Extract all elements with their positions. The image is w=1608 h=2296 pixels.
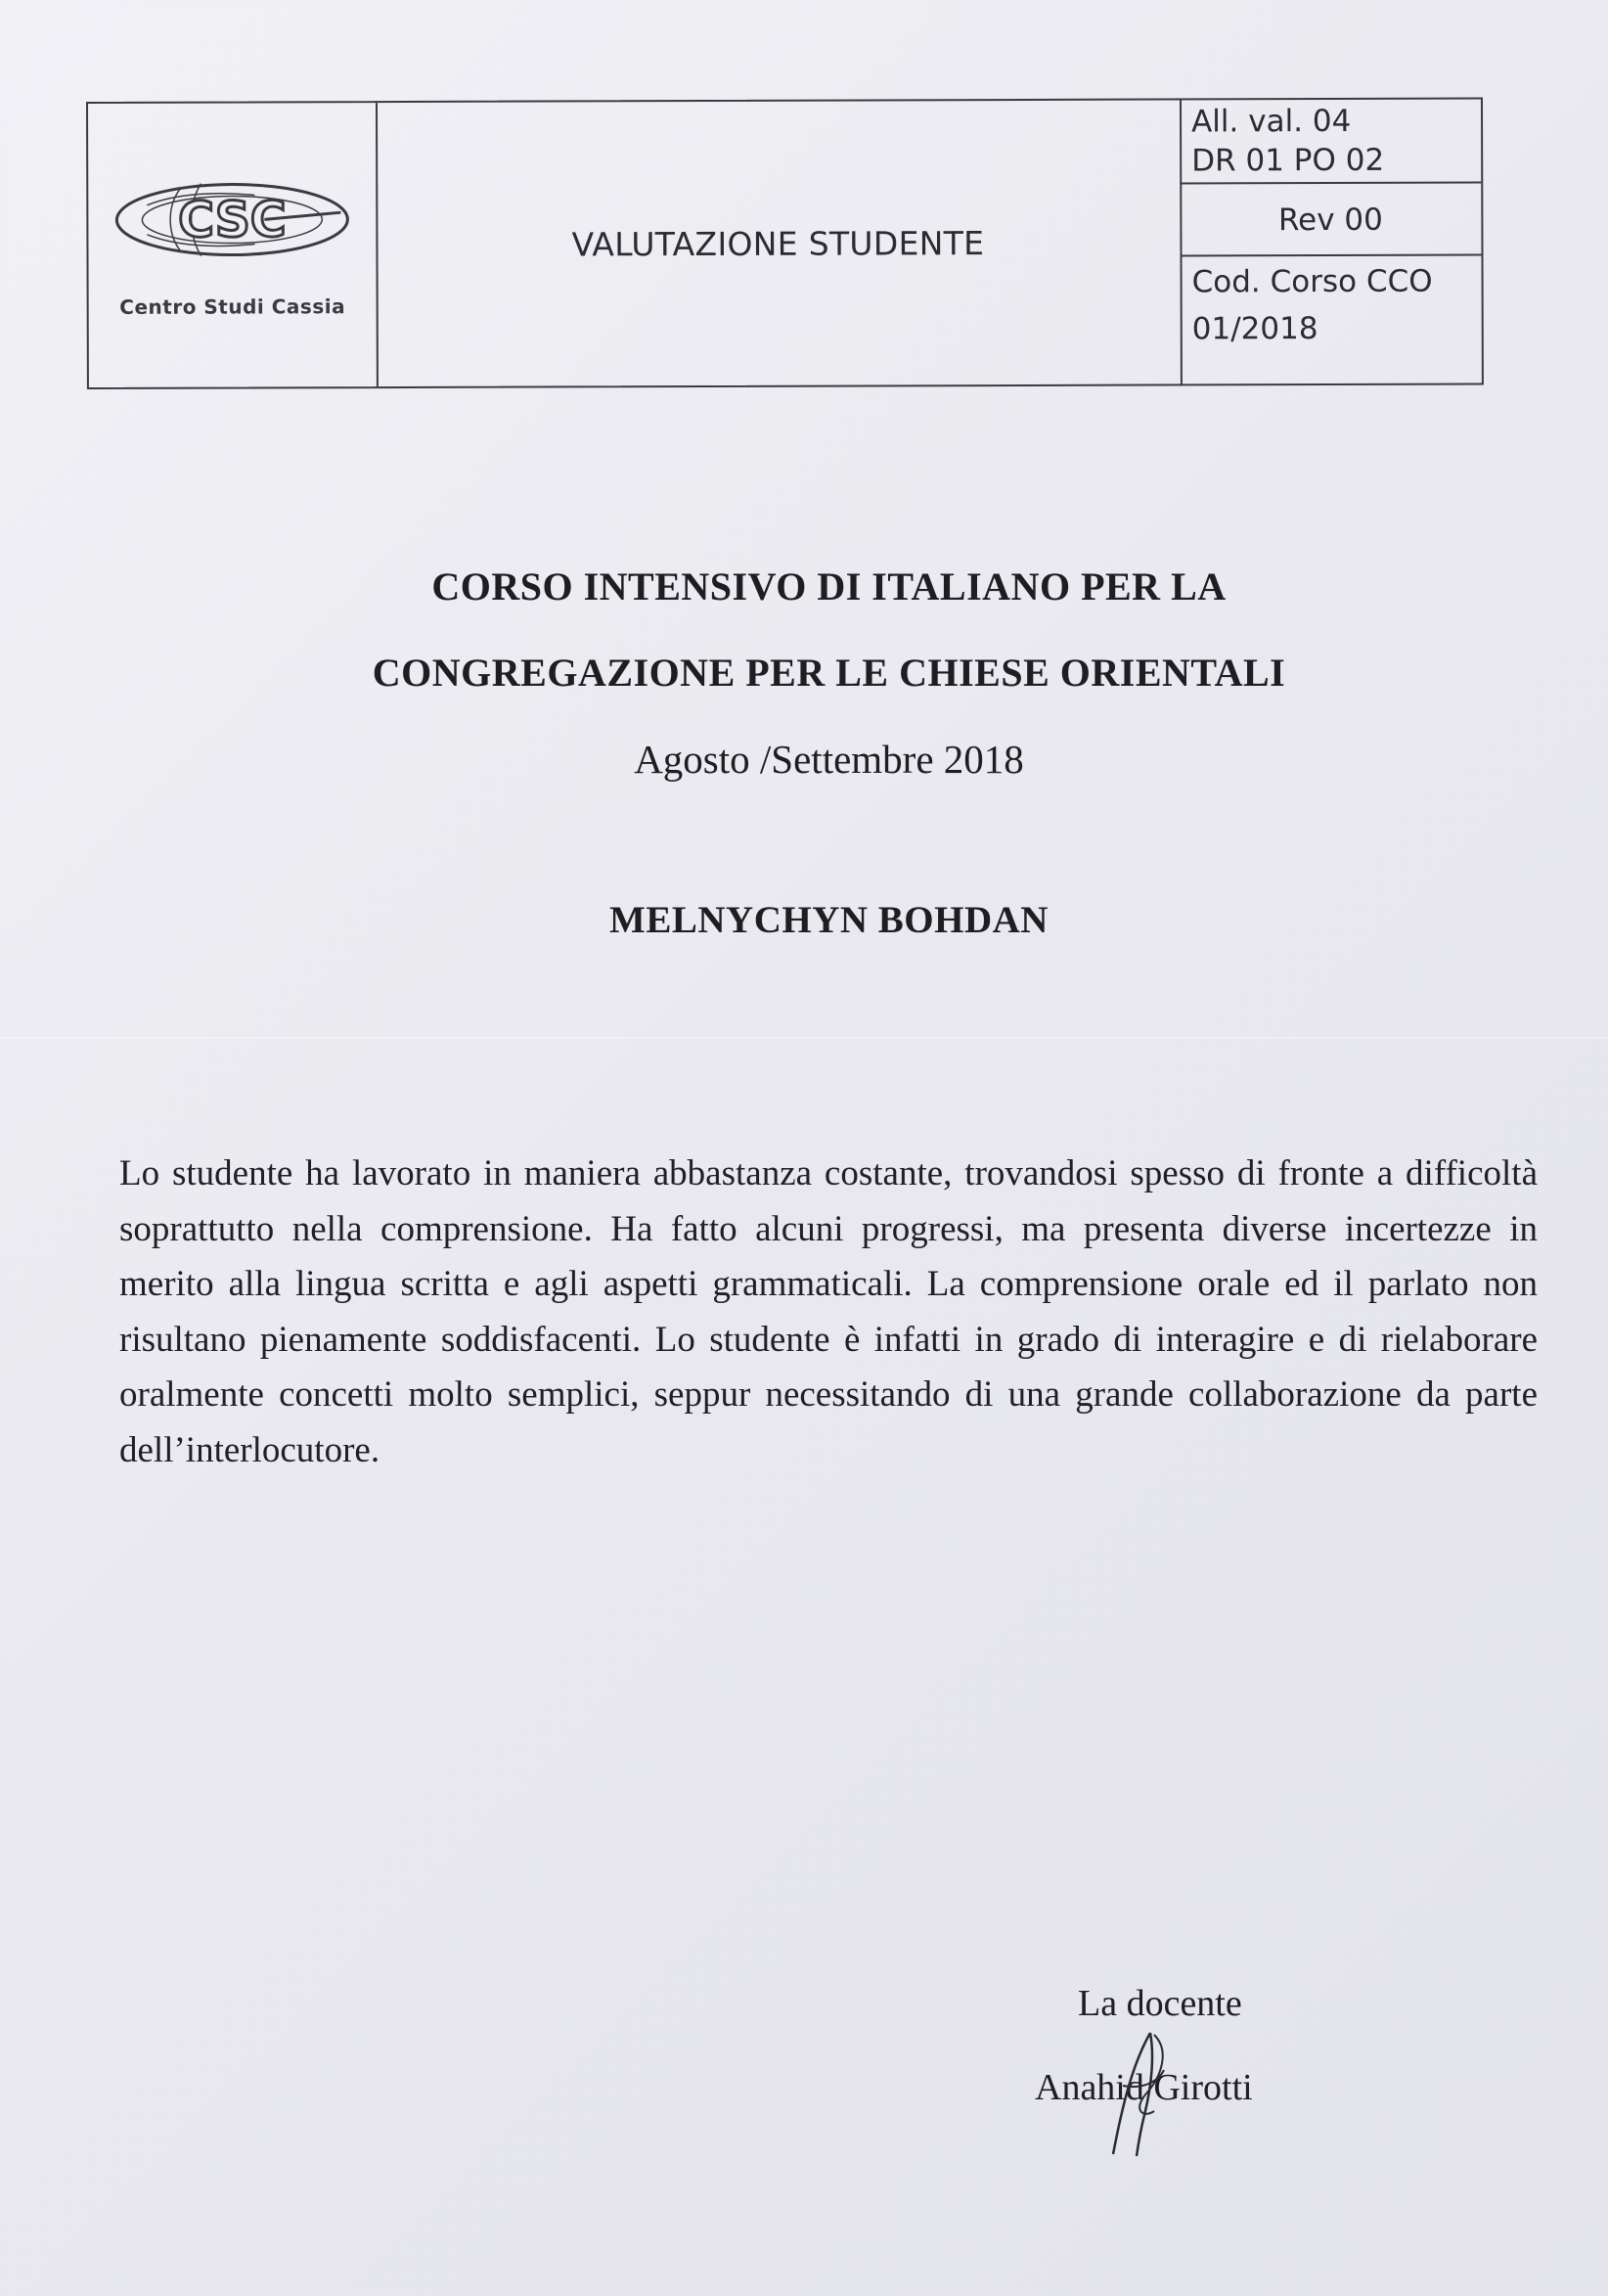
course-code-line-1: Cod. Corso CCO bbox=[1191, 263, 1433, 300]
course-period: Agosto /Settembre 2018 bbox=[634, 737, 1024, 782]
document-reference bbox=[1180, 100, 1481, 185]
form-title-cell bbox=[376, 100, 1183, 386]
form-title: VALUTAZIONE STUDENTE bbox=[571, 223, 985, 263]
logo-caption: Centro Studi Cassia bbox=[119, 294, 346, 319]
logo-cell bbox=[88, 103, 379, 387]
course-code-line-2: 01/2018 bbox=[1191, 311, 1318, 347]
logo-monogram: CSC bbox=[178, 191, 287, 248]
course-title-line-1: CORSO INTENSIVO DI ITALIANO PER LA bbox=[431, 564, 1227, 608]
document-meta-cell bbox=[1180, 100, 1482, 384]
course-code bbox=[1181, 256, 1482, 384]
signature-role: La docente bbox=[1078, 1983, 1242, 2024]
evaluation-text: Lo studente ha lavorato in maniera abbastanza costante, trovandosi spesso di fronte a difficoltà soprattutto nella comprensione. Ha fatto alcuni progressi, ma presenta diverse incertezze in merito alla lingua scritta e agli aspetti grammaticali. La comprensione orale ed il parlato non risultano pienamente soddisfacenti. Lo studente è infatti in grado di interagire e di rielaborare oralmente concetti molto semplici, seppur necessitando di una grande collaborazione da parte dell’interlocutore. bbox=[119, 1153, 1538, 1470]
handwritten-signature-icon bbox=[1094, 2025, 1211, 2162]
revision-number: Rev 00 bbox=[1180, 184, 1481, 257]
student-name: MELNYCHYN BOHDAN bbox=[609, 899, 1049, 941]
csc-logo-icon bbox=[108, 165, 357, 274]
document-header-table bbox=[86, 98, 1484, 389]
reference-line-2: DR 01 PO 02 bbox=[1191, 142, 1385, 179]
reference-line-1: All. val. 04 bbox=[1191, 103, 1352, 140]
course-title-line-2: CONGREGAZIONE PER LE CHIESE ORIENTALI bbox=[372, 651, 1286, 695]
paper-fold-line bbox=[0, 1037, 1608, 1039]
teacher-name: Anahid Girotti bbox=[1035, 2067, 1253, 2108]
